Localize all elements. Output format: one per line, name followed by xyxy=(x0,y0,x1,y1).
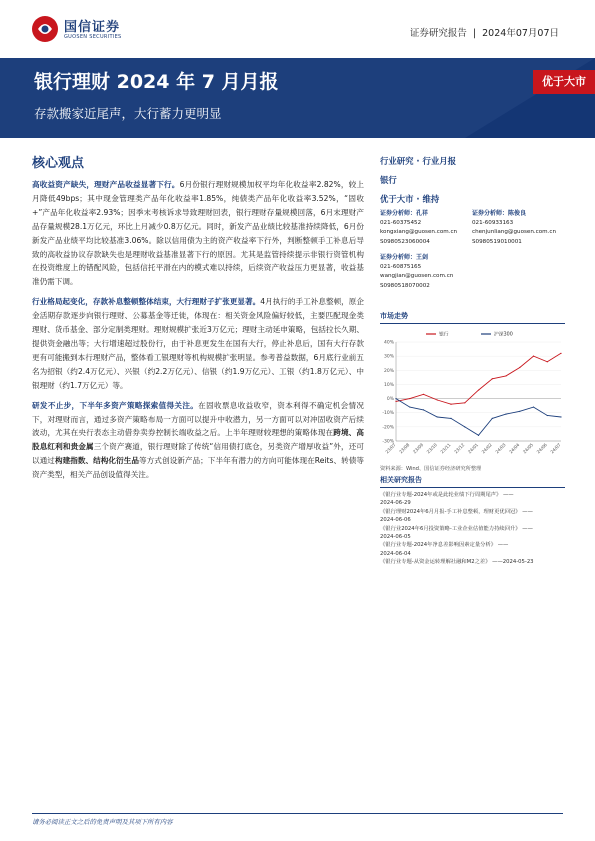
section-heading: 核心观点 xyxy=(32,156,85,171)
title-banner xyxy=(0,58,595,138)
related-report-item[interactable]: 《银行理财2024年6月月报-手工补息整顿，理财更优回冠》 —— xyxy=(380,508,533,515)
data-point xyxy=(437,416,438,417)
data-point xyxy=(533,406,534,407)
data-point xyxy=(519,411,520,412)
analyst-cert: S0980523060004 xyxy=(380,238,430,245)
x-tick-label: 23/10 xyxy=(426,442,439,456)
data-point xyxy=(547,361,548,362)
chart-svg xyxy=(380,328,565,463)
paragraph-lead: 研发不止步，下半年多资产策略探索值得关注。 xyxy=(32,400,199,410)
market-trend-chart xyxy=(380,328,565,463)
analyst-email[interactable]: wangjian@guosen.com.cn xyxy=(380,273,454,280)
x-tick-label: 23/12 xyxy=(453,442,467,456)
footer-divider xyxy=(32,813,563,814)
divider: | xyxy=(472,28,477,39)
related-reports-heading: 相关研究报告 xyxy=(380,475,565,488)
y-tick-label: 10% xyxy=(383,382,394,388)
analyst-name: 证券分析师：王剑 xyxy=(380,254,429,261)
x-tick-label: 24/05 xyxy=(522,442,535,456)
y-tick-label: 30% xyxy=(383,354,394,360)
analyst-name: 证券分析师：孔祥 xyxy=(380,210,429,217)
y-tick-label: -10% xyxy=(382,411,394,417)
report-date: 2024年07月07日 xyxy=(482,28,559,39)
x-tick-label: 23/09 xyxy=(412,442,425,456)
data-point xyxy=(395,398,396,399)
chart-source: 资料来源：Wind、国信证券经济研究所整理 xyxy=(380,466,482,472)
analyst-name: 证券分析师：陈俊良 xyxy=(472,210,527,217)
legend-label: 银行 xyxy=(439,332,449,338)
data-point xyxy=(464,426,465,427)
related-report-date: 2024-06-06 xyxy=(380,517,411,524)
data-point xyxy=(437,399,438,400)
related-report-item[interactable]: 《银行业2024年6月投资策略-工业企业估值能力持续回升》 —— xyxy=(380,525,533,532)
related-report-item[interactable]: 《银行业专题-2024年或是此轮业绩下行周期尾声》 —— xyxy=(380,492,514,498)
analyst-email[interactable]: kongxiang@guosen.com.cn xyxy=(380,229,458,236)
paragraph-body: 在固收票息收益收窄，资本利得不确定机会情况下，对理财而言，通过多资产策略布局一方面可以提升中收潜力，另一方面可以对冲固收资产后续波动，尤其在央行表态主动借券卖券控制长端收益之后。上半年理财较理想的策略体现在 xyxy=(32,400,365,438)
data-point xyxy=(492,418,493,419)
x-tick-label: 24/03 xyxy=(495,442,508,456)
page-header xyxy=(0,0,595,58)
y-tick-label: -30% xyxy=(382,439,394,445)
y-tick-label: -20% xyxy=(382,425,394,431)
related-report-item[interactable]: 《银行业专题-2024年净息差影响因素定量分析》 —— xyxy=(380,542,509,549)
data-point xyxy=(519,367,520,368)
report-meta xyxy=(410,25,559,39)
x-tick-label: 23/11 xyxy=(440,442,453,456)
paragraph-strategy xyxy=(32,399,364,482)
paragraph-emphasis: 构建指数、结构化衍生品 xyxy=(54,456,140,466)
data-point xyxy=(492,378,493,379)
x-tick-label: 24/04 xyxy=(508,442,522,456)
related-report-item[interactable]: 《银行业专题-从资金运转理解社融和M2之差》 ——2024-05-23 xyxy=(380,559,534,566)
x-tick-label: 24/06 xyxy=(536,442,549,456)
analyst-phone: 021-60875165 xyxy=(380,263,422,270)
analyst-phone: 021-60933163 xyxy=(472,219,514,226)
analyst-card xyxy=(380,209,475,247)
paragraph-lead: 行业格局起变化，存款补息整顿整体结束，大行理财子扩张更显著。 xyxy=(32,297,261,307)
footer-disclaimer: 请务必阅读正文之后的免责声明及其项下所有内容 xyxy=(32,818,173,826)
data-point xyxy=(423,394,424,395)
data-point xyxy=(478,435,479,436)
analyst-card xyxy=(380,253,475,291)
rating-badge: 优于大市 xyxy=(533,70,595,94)
data-point xyxy=(560,416,561,417)
report-type: 证券研究报告 xyxy=(409,28,467,39)
data-point xyxy=(505,375,506,376)
paragraph-emphasis: 跨境、高股息红利和贵金属 xyxy=(32,428,364,452)
paragraph-body: 4月执行的手工补息整顿，原企金活期存款逐步向银行理财、公募基金等迁徙，体现在：相关资金风险偏好较低，主要匹配现金类理财、货币基金、部分定制类理财。理财规模扩张近3万亿元；理财主动延申策略，包括拉长久期、提供资金融出等；大行增速超过股份行，由于补息更发生在国有大行，停止补息后，国有大行存款更有可能搬到本行理财产品，整体看工银理财等机构规模扩张明显。参考普益数据，6月底行业前五名为招银（约2.4万亿元）、兴银（约2.2万亿元）、信银（约1.9万亿元）、工银（约1.8万亿元）、中银理财（约1.7万亿元）等。 xyxy=(32,297,364,390)
data-point xyxy=(409,406,410,407)
legend-label: 沪深300 xyxy=(494,332,513,338)
data-point xyxy=(409,398,410,399)
guosen-logo-icon xyxy=(30,14,60,44)
data-point xyxy=(547,415,548,416)
x-tick-label: 24/01 xyxy=(467,442,480,456)
y-tick-label: 20% xyxy=(383,368,394,374)
analyst-list xyxy=(380,209,565,309)
industry-rating: 优于大市 · 维持 xyxy=(380,194,440,204)
data-point xyxy=(423,409,424,410)
series-line-1 xyxy=(396,399,561,436)
analyst-phone: 021-60375452 xyxy=(380,219,422,226)
data-point xyxy=(478,389,479,390)
data-point xyxy=(505,414,506,415)
y-tick-label: 0% xyxy=(386,397,394,403)
related-report-date: 2024-06-04 xyxy=(380,550,411,557)
paragraph-yield xyxy=(32,178,364,289)
company-logo xyxy=(30,14,140,44)
report-subtitle: 存款搬家近尾声，大行蓄力更明显 xyxy=(34,106,222,121)
x-tick-label: 23/07 xyxy=(385,442,398,456)
data-point xyxy=(533,356,534,357)
paragraph-body: 等方式创设新产品；下半年有潜力的方向可能体现在Reits、转债等资产类型，相关产品创设值得关注。 xyxy=(32,456,365,480)
x-tick-label: 23/08 xyxy=(398,442,412,456)
data-point xyxy=(450,418,451,419)
paragraph-body: 6月份银行理财规模加权平均年化收益率2.82%，较上月降低49bps；其中现金管理类产品年化收益率1.85%，纯债类产品年化收益率3.52%，“固收+”产品年化收益率2.93%；因季末考核诉求导致理财回表，银行理财存量规模回落，6月末理财产品存量规模28.1万亿元，环比上月减少0.8万亿元。同时，新发产品业绩比较基准持续降低，6月份新发产品业绩平均比较基准3.06%。除以信用债为主的资产收益率下行外，判断整顿手工补息后导致的高收益协议存款缺失也是理财收益基准显著下行的原因。尤其是监管持续提示非银行资管机构在投资维度上的错配风险，包括信托平滑在内的模式难以持续，后续资产收益压力更显著，收益基准仍需下调。 xyxy=(32,180,365,287)
series-line-0 xyxy=(396,353,561,404)
paragraph-industry xyxy=(32,295,364,392)
x-tick-label: 24/07 xyxy=(550,442,563,456)
report-title: 银行理财 2024 年 7 月月报 xyxy=(34,71,279,93)
report-category: 行业研究 · 行业月报 xyxy=(380,156,457,166)
analyst-card xyxy=(472,209,567,247)
data-point xyxy=(560,353,561,354)
data-point xyxy=(395,401,396,402)
related-reports-list xyxy=(380,491,565,567)
x-tick-label: 24/02 xyxy=(481,442,494,456)
related-report-date: 2024-06-29 xyxy=(380,500,411,507)
paragraph-lead: 高收益资产缺失，理财产品收益显著下行。 xyxy=(32,180,180,189)
related-report-date: 2024-06-05 xyxy=(380,534,411,541)
analyst-email[interactable]: chenjunliang@guosen.com.cn xyxy=(472,229,557,236)
logo-text-en: GUOSEN SECURITIES xyxy=(64,34,122,40)
paragraph-body: 三个资产赛道，银行理财除了传统“信用债打底仓，另类资产增厚收益”外，还可以通过 xyxy=(32,442,364,466)
data-point xyxy=(464,402,465,403)
logo-text-cn: 国信证券 xyxy=(64,20,121,35)
y-tick-label: 40% xyxy=(383,340,394,346)
industry-name: 银行 xyxy=(380,175,397,185)
core-views-section xyxy=(32,152,364,488)
analyst-cert: S0980519010001 xyxy=(472,238,522,245)
market-trend-heading: 市场走势 xyxy=(380,311,565,324)
sidebar xyxy=(380,156,565,567)
analyst-cert: S0980518070002 xyxy=(380,282,430,289)
data-point xyxy=(450,404,451,405)
